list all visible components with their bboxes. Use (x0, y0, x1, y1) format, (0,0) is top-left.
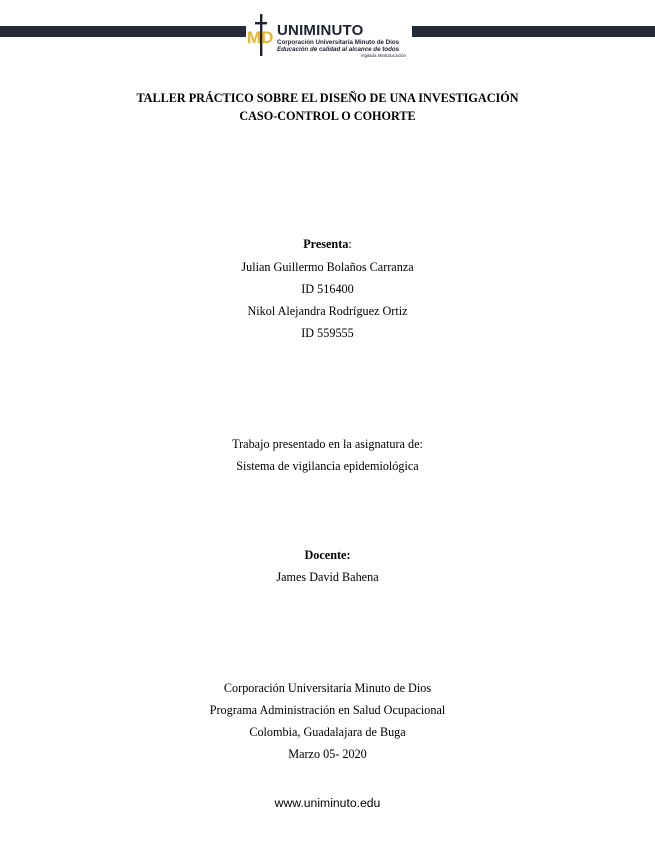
logo-line-2: Educación de calidad al alcance de todos (277, 46, 400, 53)
docente-name: James David Bahena (276, 570, 379, 584)
presenta-label: Presenta (303, 237, 349, 251)
institution-line-3: Colombia, Guadalajara de Buga (249, 725, 406, 739)
presenta-heading (0, 237, 655, 251)
logo-line-1: Corporación Universitaria Minuto de Dios (277, 39, 400, 46)
document-header (0, 0, 655, 58)
logo-name: UNIMINUTO (277, 22, 364, 39)
institution-line-1: Corporación Universitaria Minuto de Dios (223, 681, 432, 695)
author-2-name: Nikol Alejandra Rodríguez Ortiz (247, 304, 408, 318)
author-2-id: ID 559555 (301, 326, 354, 340)
docente-label: Docente: (304, 548, 351, 562)
header-band-right (405, 26, 655, 37)
footer-url[interactable]: www.uniminuto.edu (274, 796, 381, 810)
md-monogram-icon (246, 13, 276, 57)
title-line-1: TALLER PRÁCTICO SOBRE EL DISEÑO DE UNA INVESTIGACIÓN (136, 91, 519, 105)
header-band-left (0, 26, 255, 37)
document-date: Marzo 05- 2020 (288, 747, 367, 761)
author-1-id: ID 516400 (301, 282, 354, 296)
title-line-2: CASO-CONTROL O COHORTE (239, 109, 416, 123)
course-intro: Trabajo presentado en la asignatura de: (232, 437, 423, 451)
course-name: Sistema de vigilancia epidemiológica (236, 459, 419, 473)
logo-line-3: Vigilada MinEducación (360, 53, 406, 58)
presenta-colon: : (348, 237, 352, 251)
uniminuto-logo (246, 13, 412, 57)
author-1-name: Julian Guillermo Bolaños Carranza (241, 260, 414, 274)
logo-monogram: MD (247, 28, 274, 47)
institution-line-2: Programa Administración en Salud Ocupacional (209, 703, 446, 717)
